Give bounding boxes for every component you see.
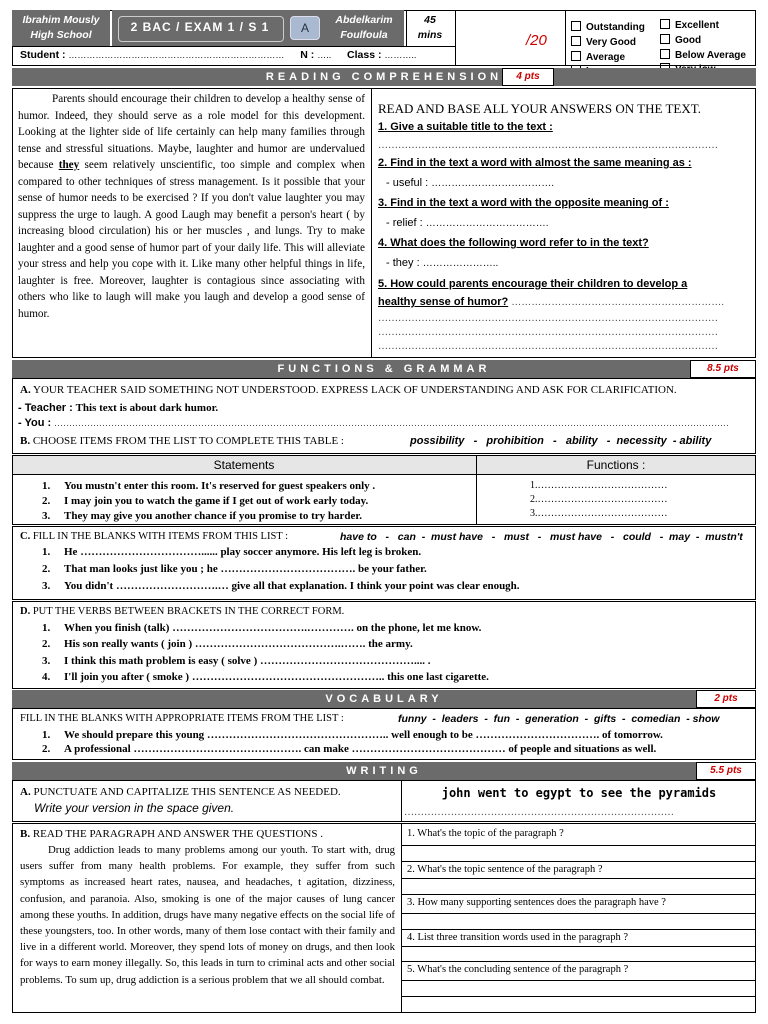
duration-unit: mins bbox=[417, 29, 443, 41]
verb-form-item: 4. I'll join you after ( smoke ) …………………………………………….. this one last cigarette. bbox=[42, 671, 489, 683]
q2-answer[interactable]: ………………………………. bbox=[431, 178, 555, 189]
col-functions: Functions : bbox=[586, 458, 646, 472]
writing-points: 5.5 pts bbox=[696, 762, 756, 780]
question-line bbox=[401, 845, 756, 846]
reading-text-part2: seem relatively unscientific, too simple and complex when compared to other techniques of stress management. Is it possible that your sense of humor needs to be exercised ? If you don't value laughter you may suppress the urge to laugh. A good Laugh may benefit a person's heart ( by increasing blood circulation) his or her muscles , and lungs. Try to make laughter and a good sense of humor part of your daily life. This will alleviate your stress and help you cope with it. Like many other helpful things in life, laughter is free. Moreover, laughter is contagious since associating with others who like to laugh will make you laugh and develop a good sense of humor. bbox=[18, 159, 365, 320]
reading-referent-they: they bbox=[58, 159, 80, 171]
reading-divider bbox=[371, 88, 372, 358]
writing-b-text: READ THE PARAGRAPH AND ANSWER THE QUESTIONS . bbox=[32, 828, 323, 840]
statement-text: You mustn't enter this room. It's reserved for guest speakers only . bbox=[64, 480, 376, 492]
grammar-b-text: CHOOSE ITEMS FROM THE LIST TO COMPLETE THIS TABLE : bbox=[32, 435, 344, 447]
you-answer[interactable]: ……………………………………………………………………………………………………………………………………………………………………………………………………… bbox=[53, 418, 729, 428]
statement-text: I may join you to watch the game if I get out of work early today. bbox=[64, 495, 369, 507]
grade-label: Below Average bbox=[675, 50, 746, 61]
checkbox-icon bbox=[571, 36, 581, 46]
school-line2: High School bbox=[30, 29, 92, 41]
verb-form-text: When you finish (talk) ……………………………….…………. on the phone, let me know. bbox=[64, 622, 482, 634]
writing-a-label: A. bbox=[20, 786, 31, 798]
grammar-c-instruction bbox=[20, 531, 288, 542]
grade-good[interactable] bbox=[660, 34, 701, 46]
grammar-a-text: YOUR TEACHER SAID SOMETHING NOT UNDERSTOOD. EXPRESS LACK OF UNDERSTANDING AND ASK FOR CLARIFICATION. bbox=[33, 384, 677, 396]
writing-b-instruction bbox=[20, 828, 323, 840]
answer-line[interactable] bbox=[401, 861, 756, 862]
verb-form-text: I'll join you after ( smoke ) …………………………………………….. this one last cigarette. bbox=[64, 671, 489, 683]
teacher-line bbox=[18, 402, 218, 414]
writing-title-text: WRITING bbox=[346, 765, 422, 777]
checkbox-icon bbox=[660, 19, 670, 29]
verb-form-item: 1. When you finish (talk) ……………………………….…………. on the phone, let me know. bbox=[42, 622, 482, 634]
grammar-a-instruction bbox=[20, 384, 677, 396]
q4-item bbox=[386, 257, 498, 269]
verb-form-item: 3. I think this math problem is easy ( solve ) …………………………………….... . bbox=[42, 655, 431, 667]
statement-row: 1. You mustn't enter this room. It's reserved for guest speakers only . bbox=[42, 480, 376, 492]
grade-below-average[interactable] bbox=[660, 49, 746, 61]
statement-row: 3. They may give you another chance if you promise to try harder. bbox=[42, 510, 363, 522]
grade-label: Good bbox=[675, 35, 702, 46]
vocabulary-list: funny - leaders - fun - generation - gifts - comedian - show bbox=[398, 713, 720, 725]
student-label: Student : bbox=[20, 49, 66, 61]
function-slot[interactable]: 3.………………………………… bbox=[530, 508, 668, 519]
writing-section-title bbox=[12, 762, 756, 780]
checkbox-icon bbox=[571, 21, 581, 31]
grade-outstanding[interactable] bbox=[571, 21, 645, 33]
col-statements: Statements bbox=[213, 458, 275, 472]
question-line bbox=[401, 913, 756, 914]
reading-instructions: READ AND BASE ALL YOUR ANSWERS ON THE TEXT. bbox=[378, 101, 701, 116]
function-slot[interactable]: 1.………………………………… bbox=[530, 480, 668, 491]
class-label: Class : bbox=[347, 49, 382, 61]
you-line bbox=[18, 417, 748, 429]
answer-line[interactable] bbox=[401, 996, 756, 997]
version-badge: A bbox=[290, 16, 320, 40]
answer-line[interactable] bbox=[401, 961, 756, 962]
statement-text: They may give you another chance if you promise to try harder. bbox=[64, 510, 363, 522]
number-field[interactable]: ….. bbox=[317, 50, 332, 60]
vocabulary-title-text: VOCABULARY bbox=[325, 693, 443, 705]
q5-text-line2: healthy sense of humor? bbox=[378, 296, 509, 308]
function-slot[interactable]: 2.………………………………… bbox=[530, 494, 668, 505]
q5-text-line1: 5. How could parents encourage their children to develop a bbox=[378, 278, 688, 290]
grammar-b-instruction bbox=[20, 435, 344, 447]
writing-a-instruction bbox=[20, 786, 341, 798]
class-field[interactable]: ……….. bbox=[384, 50, 417, 60]
answer-line[interactable] bbox=[401, 894, 756, 895]
q5-text-line2-row bbox=[378, 296, 724, 308]
reading-text-part1: Parents should encourage their children to develop a healthy sense of humor. Indeed, they should serve as a role model for this development. Looking at the lighter side of life certainly can help many families through tense and stressful situations. Maybe, laughter and humor are undervalued because bbox=[18, 93, 365, 171]
writing-paragraph: Drug addiction leads to many problems among our youth. To start with, drug users suffer from many health problems. For example, they suffer from such symptoms as increased heart rates, nausea, and headaches, t agitation, dizziness, confusion, and paranoia. Also, smoking is one of the major causes of lung cancer among these youths. In addition, drugs have many negative effects on the social life of these youngsters, too. In other words, many of them lose contact with their family and live in a different world. Moreover, they spend lots of money on drugs, and then look for ways to earn money illegally. So, this leads in turn to criminal acts and other social problems. To sum up, drug addiction is a serious problem that we all should combat. bbox=[20, 844, 395, 986]
student-field[interactable]: ……………………………………………………………… bbox=[68, 50, 285, 60]
fill-blank-item: 1. He ……………………………...... play soccer anymore. His left leg is broken. bbox=[42, 546, 422, 558]
q3-text: 3. Find in the text a word with the opposite meaning of : bbox=[378, 197, 669, 209]
school-line1: Ibrahim Mously bbox=[22, 14, 100, 26]
teacher-line2: Foulfoula bbox=[340, 29, 388, 41]
writing-b-label: B. bbox=[20, 828, 31, 840]
reading-section-title bbox=[12, 68, 756, 86]
grammar-c-text: FILL IN THE BLANKS WITH ITEMS FROM THIS LIST : bbox=[32, 531, 289, 542]
question-line bbox=[401, 980, 756, 981]
q2-word: - useful : bbox=[386, 177, 429, 189]
teacher-name bbox=[324, 13, 404, 43]
grammar-title-text: FUNCTIONS & GRAMMAR bbox=[277, 363, 491, 375]
exam-title: 2 BAC / EXAM 1 / S 1 bbox=[130, 20, 270, 34]
school-name bbox=[12, 13, 110, 43]
teacher-line1: Abdelkarim bbox=[335, 14, 393, 26]
writing-a-text: PUNCTUATE AND CAPITALIZE THIS SENTENCE AS NEEDED. bbox=[33, 786, 341, 798]
vocabulary-item: 1. We should prepare this young ………………………………………….. well enough to be ……………………………. of tomorrow. bbox=[42, 729, 663, 741]
grammar-d-text: PUT THE VERBS BETWEEN BRACKETS IN THE CORRECT FORM. bbox=[32, 606, 345, 617]
writing-question: 5. What's the concluding sentence of the paragraph ? bbox=[407, 964, 629, 975]
teacher-label: - Teacher : bbox=[18, 402, 73, 414]
grammar-d-instruction bbox=[20, 606, 344, 617]
grade-excellent[interactable] bbox=[660, 19, 719, 31]
grammar-c-label: C. bbox=[20, 531, 31, 542]
writing-b-divider bbox=[401, 823, 402, 1013]
grades-divider bbox=[565, 10, 566, 66]
duration bbox=[406, 13, 454, 43]
q4-text: 4. What does the following word refer to in the text? bbox=[378, 237, 649, 249]
grammar-b-list: possibility - prohibition - ability - necessity - ability bbox=[410, 435, 712, 447]
grammar-b-label: B. bbox=[20, 435, 31, 447]
q4-word: - they : bbox=[386, 257, 420, 269]
fill-blank-item: 2. That man looks just like you ; he ………………………………. be your father. bbox=[42, 563, 427, 575]
vocabulary-item-text: We should prepare this young ………………………………………….. well enough to be ……………………………. of tomorrow. bbox=[64, 729, 663, 741]
grammar-c-list: have to - can - must have - must - must have - could - may - mustn't bbox=[340, 531, 743, 543]
checkbox-icon bbox=[660, 49, 670, 59]
grade-label: Very Good bbox=[586, 37, 637, 48]
q5-answer-2[interactable]: ………………………………………………………………………………………… bbox=[378, 313, 718, 324]
writing-question: 3. How many supporting sentences does the paragraph have ? bbox=[407, 897, 666, 908]
grammar-d-label: D. bbox=[20, 606, 31, 617]
writing-question: 4. List three transition words used in the paragraph ? bbox=[407, 932, 629, 943]
vocabulary-instruction: FILL IN THE BLANKS WITH APPROPRIATE ITEMS FROM THE LIST : bbox=[20, 713, 344, 724]
duration-divider-right bbox=[455, 10, 456, 66]
checkbox-icon bbox=[660, 34, 670, 44]
grammar-section-title bbox=[12, 360, 756, 378]
grade-label: Outstanding bbox=[586, 22, 645, 33]
student-row bbox=[20, 49, 416, 61]
q1-answer[interactable]: ………………………………………………………………………………………… bbox=[378, 140, 718, 151]
question-line bbox=[401, 946, 756, 947]
score: /20 bbox=[526, 32, 547, 49]
q2-item bbox=[386, 177, 554, 189]
vocabulary-item: 2. A professional ………………………………………. can make …………………………………… of people and situations as well. bbox=[42, 743, 657, 755]
writing-a-answer[interactable]: ……………………………………………………………………… bbox=[404, 807, 674, 818]
checkbox-icon bbox=[571, 51, 581, 61]
verb-form-item: 2. His son really wants ( join ) ………………………………….……. the army. bbox=[42, 638, 413, 650]
q2-text: 2. Find in the text a word with almost the same meaning as : bbox=[378, 157, 692, 169]
question-line bbox=[401, 878, 756, 879]
q4-answer[interactable]: ………………….. bbox=[422, 258, 499, 269]
answer-line[interactable] bbox=[401, 929, 756, 930]
vocabulary-section-title bbox=[12, 690, 756, 708]
duration-value: 45 bbox=[424, 14, 436, 26]
header-row-divider bbox=[12, 46, 456, 47]
verb-form-text: His son really wants ( join ) ………………………………….……. the army. bbox=[64, 638, 413, 650]
q3-word: - relief : bbox=[386, 217, 423, 229]
reading-points: 4 pts bbox=[502, 68, 554, 86]
grammar-a-label: A. bbox=[20, 384, 31, 396]
fill-blank-text: That man looks just like you ; he ………………………………. be your father. bbox=[64, 563, 427, 575]
teacher-text: This text is about dark humor. bbox=[75, 402, 219, 414]
number-label: N : bbox=[300, 49, 315, 61]
vocabulary-item-text: A professional ………………………………………. can make …………………………………… of people and situations as well. bbox=[64, 743, 657, 755]
reading-title-text: READING COMPREHENSION bbox=[265, 71, 503, 83]
q3-answer[interactable]: ………………………………. bbox=[425, 218, 549, 229]
writing-a-sub: Write your version in the space given. bbox=[34, 801, 235, 815]
grade-average[interactable] bbox=[571, 51, 625, 63]
fill-blank-item: 3. You didn't ……………………….… give all that explanation. I think your point was clear enough. bbox=[42, 580, 520, 592]
writing-a-sentence: john went to egypt to see the pyramids bbox=[441, 786, 717, 800]
q3-item bbox=[386, 217, 549, 229]
grade-very-good[interactable] bbox=[571, 36, 636, 48]
functions-table-header-line bbox=[12, 474, 756, 475]
q5-answer-1[interactable]: ………………………………………………………. bbox=[511, 297, 725, 308]
q1-text: 1. Give a suitable title to the text : bbox=[378, 121, 553, 133]
q5-answer-3[interactable]: ………………………………………………………………………………………… bbox=[378, 327, 718, 338]
verb-form-text: I think this math problem is easy ( solve ) …………………………………….... . bbox=[64, 655, 431, 667]
grammar-points: 8.5 pts bbox=[690, 360, 756, 378]
q5-answer-4[interactable]: ………………………………………………………………………………………… bbox=[378, 341, 718, 352]
writing-question: 2. What's the topic sentence of the paragraph ? bbox=[407, 864, 603, 875]
statement-row: 2. I may join you to watch the game if I get out of work early today. bbox=[42, 495, 369, 507]
writing-question: 1. What's the topic of the paragraph ? bbox=[407, 828, 564, 839]
reading-text bbox=[18, 91, 365, 322]
you-label: - You : bbox=[18, 417, 52, 429]
vocabulary-points: 2 pts bbox=[696, 690, 756, 708]
grade-label: Excellent bbox=[675, 20, 719, 31]
fill-blank-text: You didn't ……………………….… give all that explanation. I think your point was clear enough. bbox=[64, 580, 520, 592]
fill-blank-text: He ……………………………...... play soccer anymore. His left leg is broken. bbox=[64, 546, 422, 558]
grade-label: Average bbox=[586, 52, 626, 63]
